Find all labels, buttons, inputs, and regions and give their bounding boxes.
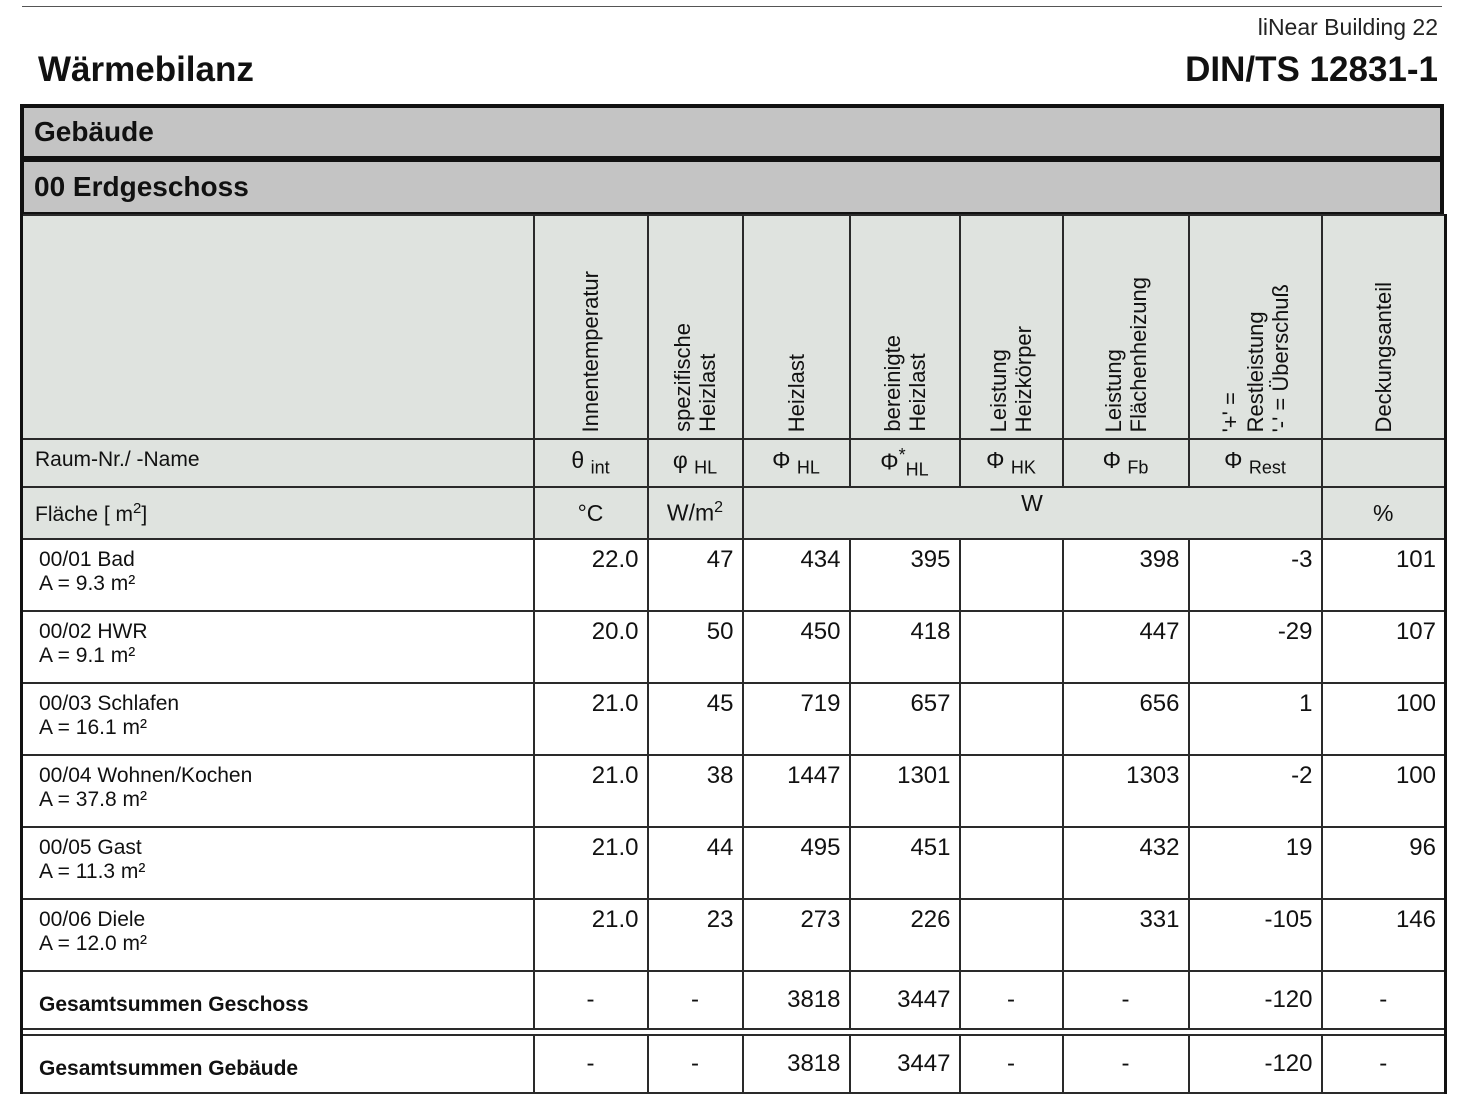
section-building — [20, 104, 1444, 160]
room-area: A = 12.0 m² — [39, 932, 147, 955]
cell-hl: 495 — [743, 827, 850, 899]
total-cover: - — [1322, 1035, 1446, 1093]
col-header-specific: spezifische Heizlast — [648, 215, 743, 439]
total-spec: - — [648, 971, 743, 1029]
cell-rest: -105 — [1189, 899, 1322, 971]
total-hl: 3818 — [743, 971, 850, 1029]
header-blank-cell — [22, 215, 534, 439]
room-name: 00/05 Gast — [39, 836, 142, 859]
cell-fb: 432 — [1063, 827, 1189, 899]
area-label: Fläche [ $m^2$] — [22, 487, 534, 539]
table-row — [22, 539, 1446, 611]
cell-hl_adj: 1301 — [850, 755, 960, 827]
room-cell — [22, 755, 534, 827]
cell-rest: -29 — [1189, 611, 1322, 683]
page-title: Wärmebilanz — [38, 50, 254, 89]
cell-fb: 447 — [1063, 611, 1189, 683]
cell-hl: 719 — [743, 683, 850, 755]
project-name: liNear Building 22 — [1257, 14, 1438, 40]
cell-temp: 21.0 — [534, 899, 648, 971]
room-cell — [22, 899, 534, 971]
table-row — [22, 755, 1446, 827]
total-temp: - — [534, 1035, 648, 1093]
totals-label: Gesamtsummen Geschoss — [22, 971, 534, 1029]
room-area: A = 9.1 m² — [39, 644, 136, 667]
symbol-temp: θ $_{int}$ — [534, 439, 648, 487]
cell-temp: 21.0 — [534, 683, 648, 755]
cell-hl_adj: 226 — [850, 899, 960, 971]
cell-hl_adj: 395 — [850, 539, 960, 611]
symbol-adjusted: $\Phi^*_{HL}$ — [850, 439, 960, 487]
cell-rest: 1 — [1189, 683, 1322, 755]
cell-spec: 47 — [648, 539, 743, 611]
cell-hl: 450 — [743, 611, 850, 683]
cell-cover: 107 — [1322, 611, 1446, 683]
total-fb: - — [1063, 971, 1189, 1029]
room-area: A = 11.3 m² — [39, 860, 146, 883]
symbol-radiator: Φ $_{HK}$ — [960, 439, 1063, 487]
total-hl_adj: 3447 — [850, 1035, 960, 1093]
col-header-radiator: Leistung Heizkörper — [960, 215, 1063, 439]
cell-hk — [960, 683, 1063, 755]
room-name: 00/01 Bad — [39, 548, 135, 571]
room-label: Raum-Nr./ -Name — [22, 439, 534, 487]
cell-cover: 146 — [1322, 899, 1446, 971]
cell-rest: -3 — [1189, 539, 1322, 611]
totals-row — [22, 971, 1446, 1029]
symbol-specific: φ $_{HL}$ — [648, 439, 743, 487]
cell-temp: 21.0 — [534, 755, 648, 827]
cell-spec: 38 — [648, 755, 743, 827]
cell-cover: 96 — [1322, 827, 1446, 899]
symbol-coverage-blank — [1322, 439, 1446, 487]
unit-power: W — [743, 487, 1322, 539]
cell-hl_adj: 657 — [850, 683, 960, 755]
total-temp: - — [534, 971, 648, 1029]
cell-rest: 19 — [1189, 827, 1322, 899]
total-rest: -120 — [1189, 971, 1322, 1029]
cell-cover: 100 — [1322, 755, 1446, 827]
cell-spec: 44 — [648, 827, 743, 899]
room-cell — [22, 539, 534, 611]
totals-row — [22, 1035, 1446, 1093]
section-floor-label: 00 Erdgeschoss — [34, 171, 249, 202]
room-name: 00/03 Schlafen — [39, 692, 180, 715]
top-rule — [22, 6, 1442, 7]
cell-hl_adj: 451 — [850, 827, 960, 899]
cell-rest: -2 — [1189, 755, 1322, 827]
symbol-floorheating: Φ $_{Fb}$ — [1063, 439, 1189, 487]
norm-label: DIN/TS 12831-1 — [1185, 50, 1438, 89]
col-header-rest: '+' = Restleistung '-' = Überschuß — [1189, 215, 1322, 439]
cell-fb: 398 — [1063, 539, 1189, 611]
symbol-heatload: Φ $_{HL}$ — [743, 439, 850, 487]
cell-hk — [960, 755, 1063, 827]
cell-temp: 22.0 — [534, 539, 648, 611]
total-spec: - — [648, 1035, 743, 1093]
cell-hl: 273 — [743, 899, 850, 971]
total-hl: 3818 — [743, 1035, 850, 1093]
cell-hl: 434 — [743, 539, 850, 611]
room-area: A = 9.3 m² — [39, 572, 136, 595]
col-header-floorheating: Leistung Flächenheizung — [1063, 215, 1189, 439]
cell-hk — [960, 539, 1063, 611]
cell-fb: 331 — [1063, 899, 1189, 971]
total-hk: - — [960, 971, 1063, 1029]
section-floor — [20, 158, 1444, 216]
heat-balance-table — [20, 214, 1447, 1094]
total-hl_adj: 3447 — [850, 971, 960, 1029]
room-name: 00/06 Diele — [39, 908, 146, 931]
table-row — [22, 683, 1446, 755]
total-fb: - — [1063, 1035, 1189, 1093]
col-header-temp: Innentemperatur — [534, 215, 648, 439]
cell-hl: 1447 — [743, 755, 850, 827]
col-header-coverage: Deckungsanteil — [1322, 215, 1446, 439]
total-hk: - — [960, 1035, 1063, 1093]
unit-specific: $W/m^2$ — [648, 487, 743, 539]
col-header-heatload: Heizlast — [743, 215, 850, 439]
cell-fb: 1303 — [1063, 755, 1189, 827]
room-cell — [22, 827, 534, 899]
symbol-rest: Φ $_{Rest}$ — [1189, 439, 1322, 487]
room-cell — [22, 683, 534, 755]
room-name: 00/02 HWR — [39, 620, 148, 643]
cell-hk — [960, 611, 1063, 683]
cell-spec: 23 — [648, 899, 743, 971]
unit-percent: % — [1322, 487, 1446, 539]
totals-label: Gesamtsummen Gebäude — [22, 1035, 534, 1093]
cell-spec: 45 — [648, 683, 743, 755]
cell-hk — [960, 899, 1063, 971]
room-area: A = 16.1 m² — [39, 716, 147, 739]
cell-hk — [960, 827, 1063, 899]
cell-fb: 656 — [1063, 683, 1189, 755]
table-row — [22, 899, 1446, 971]
section-building-label: Gebäude — [34, 116, 154, 147]
room-area: A = 37.8 m² — [39, 788, 147, 811]
room-cell — [22, 611, 534, 683]
table-row — [22, 827, 1446, 899]
cell-cover: 100 — [1322, 683, 1446, 755]
cell-cover: 101 — [1322, 539, 1446, 611]
total-rest: -120 — [1189, 1035, 1322, 1093]
cell-spec: 50 — [648, 611, 743, 683]
unit-temp: °C — [534, 487, 648, 539]
table-row — [22, 611, 1446, 683]
room-name: 00/04 Wohnen/Kochen — [39, 764, 253, 787]
cell-hl_adj: 418 — [850, 611, 960, 683]
total-cover: - — [1322, 971, 1446, 1029]
col-header-adjusted: bereinigte Heizlast — [850, 215, 960, 439]
cell-temp: 21.0 — [534, 827, 648, 899]
cell-temp: 20.0 — [534, 611, 648, 683]
